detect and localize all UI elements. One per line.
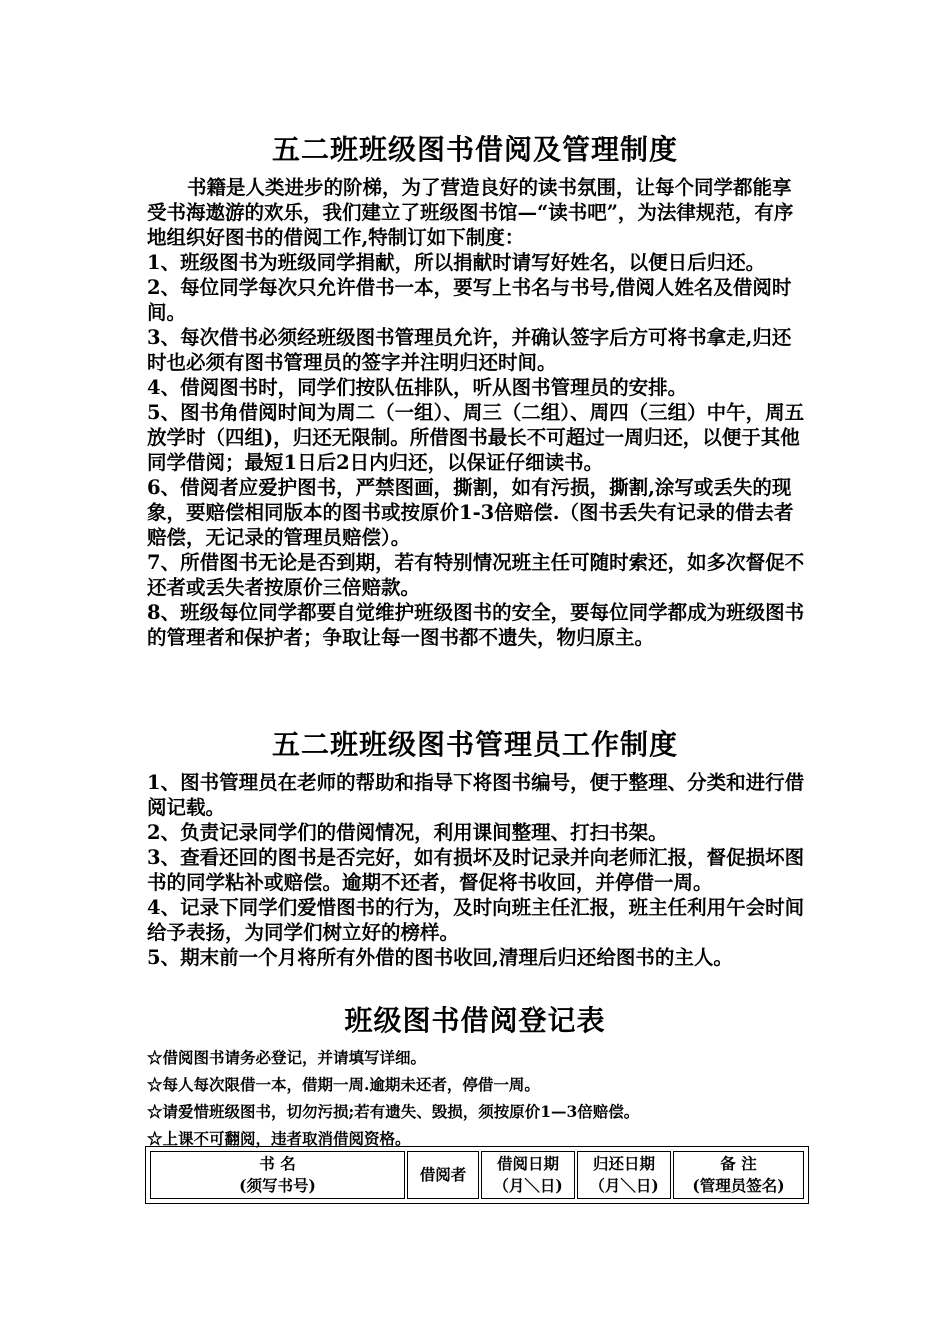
table-header-row — [150, 1151, 804, 1199]
header-return-date: 归还日期 （月＼日) — [577, 1151, 671, 1199]
rules-intro: 书籍是人类进步的阶梯，为了营造良好的读书氛围，让每个同学都能享受书海遨游的欢乐，我们建立了班级图书馆—“读书吧”，为法律规范，有序地组织好图书的借阅工作,特制订如下制度： — [147, 176, 794, 249]
register-notes — [147, 1044, 809, 1152]
register-note: ☆上课不可翻阅，违者取消借阅资格。 — [147, 1129, 411, 1148]
register-title: 班级图书借阅登记表 — [344, 1004, 606, 1037]
rules-title: 五二班班级图书借阅及管理制度 — [271, 133, 678, 166]
duty-item: 5、期末前一个月将所有外借的图书收回,清理后归还给图书的主人。 — [147, 946, 733, 969]
register-note: ☆每人每次限借一本，借期一周.逾期未还者，停借一周。 — [147, 1075, 540, 1094]
register-note: ☆请爱惜班级图书，切勿污损;若有遗失、毁损，须按原价1—3倍赔偿。 — [147, 1102, 640, 1121]
librarian-body — [147, 770, 809, 970]
rule-item: 1、班级图书为班级同学捐献，所以捐献时请写好姓名，以便日后归还。 — [147, 251, 766, 274]
rule-item: 8、班级每位同学都要自觉维护班级图书的安全，要每位同学都成为班级图书的管理者和保护者；争取让每一图书都不遗失，物归原主。 — [147, 601, 805, 649]
duty-item: 4、记录下同学们爱惜图书的行为，及时向班主任汇报，班主任利用午会时间给予表扬，为同学们树立好的榜样。 — [147, 896, 805, 944]
header-borrow-date: 借阅日期 （月＼日) — [481, 1151, 575, 1199]
duty-item: 2、负责记录同学们的借阅情况，利用课间整理、打扫书架。 — [147, 821, 668, 844]
rules-body — [147, 175, 809, 650]
register-table — [145, 1146, 809, 1204]
rule-item: 5、图书角借阅时间为周二（一组）、周三（二组）、周四（三组）中午，周五放学时（四组)，归还无限制。所借图书最长不可超过一周归还，以便于其他同学借阅；最短1日后2日内归还，以保证仔细读书。 — [147, 401, 805, 474]
rule-item: 7、所借图书无论是否到期，若有特别情况班主任可随时索还，如多次督促不还者或丢失者按原价三倍赔款。 — [147, 551, 805, 599]
duty-item: 1、图书管理员在老师的帮助和指导下将图书编号，便于整理、分类和进行借阅记载。 — [147, 771, 805, 819]
header-borrower: 借阅者 — [407, 1151, 479, 1199]
rule-item: 3、每次借书必须经班级图书管理员允许，并确认签字后方可将书拿走,归还时也必须有图书管理员的签字并注明归还时间。 — [147, 326, 792, 374]
header-book-name: 书 名 (须写书号) — [150, 1151, 405, 1199]
rule-item: 2、每位同学每次只允许借书一本，要写上书名与书号,借阅人姓名及借阅时间。 — [147, 276, 792, 324]
register-note: ☆借阅图书请务必登记，并请填写详细。 — [147, 1048, 427, 1067]
librarian-title: 五二班班级图书管理员工作制度 — [271, 728, 678, 761]
header-remarks: 备 注 (管理员签名) — [673, 1151, 804, 1199]
rule-item: 4、借阅图书时，同学们按队伍排队，听从图书管理员的安排。 — [147, 376, 688, 399]
rule-item: 6、借阅者应爱护图书，严禁图画，撕割，如有污损，撕割,涂写或丢失的现象，要赔偿相同版本的图书或按原价1-3倍赔偿.（图书丢失有记录的借去者赔偿，无记录的管理员赔偿）。 — [147, 476, 794, 549]
duty-item: 3、查看还回的图书是否完好，如有损坏及时记录并向老师汇报，督促损坏图书的同学粘补或赔偿。逾期不还者，督促将书收回，并停借一周。 — [147, 846, 805, 894]
